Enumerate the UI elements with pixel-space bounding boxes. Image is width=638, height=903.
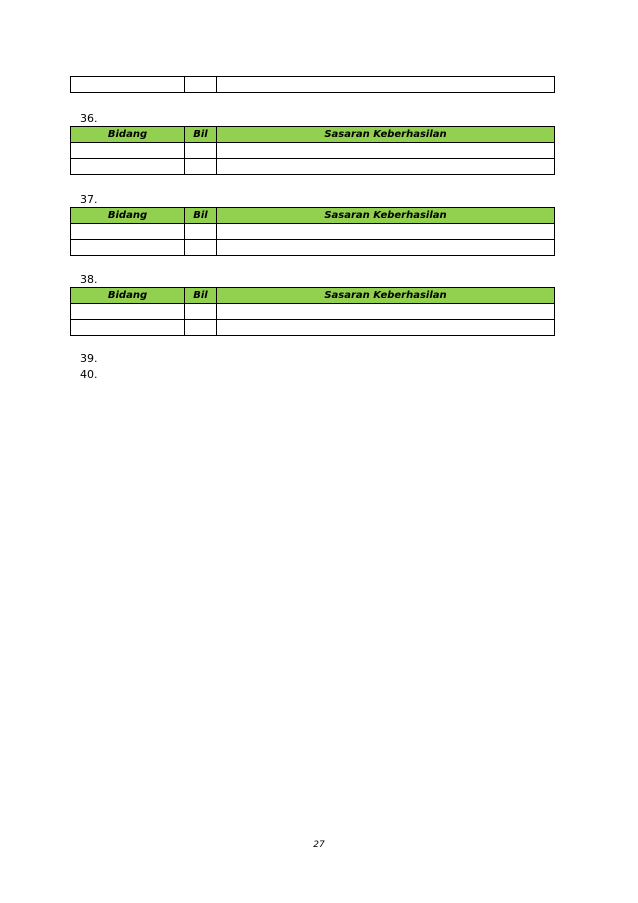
table-cell — [185, 159, 217, 175]
table-38 — [70, 287, 555, 336]
table-cell — [217, 224, 555, 240]
item-number-38: 38. — [80, 273, 98, 286]
header-bidang: Bidang — [71, 208, 185, 224]
table-row — [71, 240, 555, 256]
table-cell — [71, 320, 185, 336]
table-cell — [217, 159, 555, 175]
table-37 — [70, 207, 555, 256]
table-cell — [71, 304, 185, 320]
table-cell — [71, 240, 185, 256]
table-cell — [217, 143, 555, 159]
table-row — [71, 143, 555, 159]
header-bil: Bil — [185, 208, 217, 224]
table-cell — [185, 77, 217, 93]
table-header-row — [71, 288, 555, 304]
table-row — [71, 304, 555, 320]
table-cell — [71, 77, 185, 93]
item-number-37: 37. — [80, 193, 98, 206]
header-sasaran: Sasaran Keberhasilan — [217, 288, 555, 304]
continued-table — [70, 76, 555, 93]
table-cell — [217, 77, 555, 93]
item-number-36: 36. — [80, 112, 98, 125]
header-bidang: Bidang — [71, 288, 185, 304]
table-cell — [185, 320, 217, 336]
table-row — [71, 77, 555, 93]
header-bidang: Bidang — [71, 127, 185, 143]
table-cell — [71, 159, 185, 175]
header-bil: Bil — [185, 127, 217, 143]
item-number-39: 39. — [80, 352, 98, 365]
table-cell — [71, 143, 185, 159]
table-cell — [185, 143, 217, 159]
header-sasaran: Sasaran Keberhasilan — [217, 127, 555, 143]
table-cell — [71, 224, 185, 240]
header-bil: Bil — [185, 288, 217, 304]
table-cell — [217, 304, 555, 320]
table-row — [71, 320, 555, 336]
table-cell — [217, 320, 555, 336]
table-cell — [217, 240, 555, 256]
table-cell — [185, 224, 217, 240]
table-36 — [70, 126, 555, 175]
table-header-row — [71, 208, 555, 224]
table-row — [71, 159, 555, 175]
item-number-40: 40. — [80, 368, 98, 381]
table-cell — [185, 240, 217, 256]
header-sasaran: Sasaran Keberhasilan — [217, 208, 555, 224]
table-row — [71, 224, 555, 240]
page-number: 27 — [313, 840, 325, 850]
table-cell — [185, 304, 217, 320]
table-header-row — [71, 127, 555, 143]
